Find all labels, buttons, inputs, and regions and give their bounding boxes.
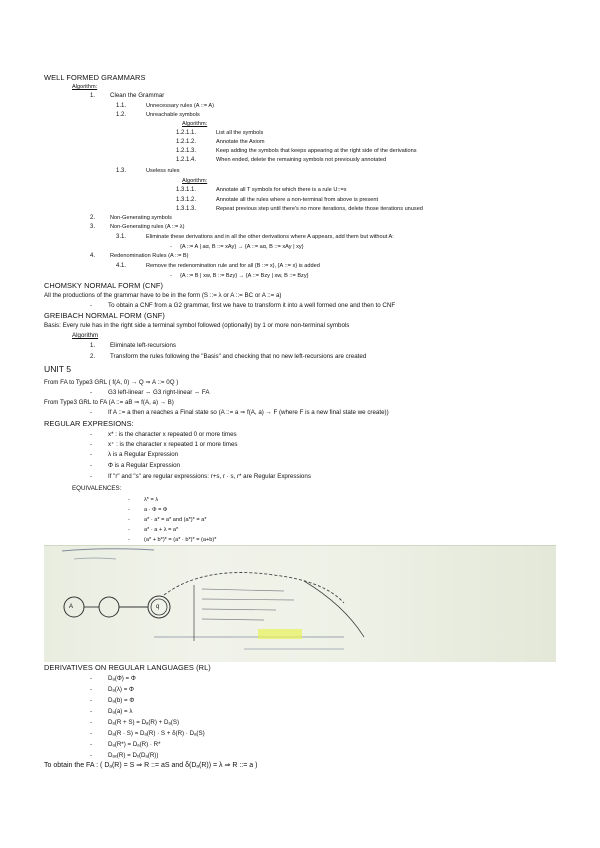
list-number: 4.1.	[116, 263, 127, 269]
list-number: 1.2.	[116, 112, 127, 118]
bullet: -	[128, 517, 130, 523]
list-number: 3.1.	[116, 234, 127, 240]
derivative-rule: Dₐ(R · S) = Dₐ(R) · S + δ(R) · Dₐ(S)	[108, 730, 205, 737]
bullet: -	[90, 719, 93, 726]
bullet: -	[90, 741, 93, 748]
bullet-text: x⁺ : is the character x repeated 1 or more times	[108, 441, 238, 448]
equivalence: a* · a* = a* and (a*)* = a*	[144, 517, 207, 523]
list-number: 1.3.1.3.	[176, 206, 197, 212]
derivative-rule: Dₐ(λ) = Φ	[108, 686, 134, 693]
list-item: Transform the rules following the "Basis" and checking that no new left-recursions are created	[110, 353, 367, 360]
bullet: -	[90, 708, 93, 715]
section-title-cnf: CHOMSKY NORMAL FORM (CNF)	[44, 281, 164, 290]
bullet: -	[90, 686, 93, 693]
list-item: Unreachable symbols	[146, 112, 200, 118]
section-title-gnf: GREIBACH NORMAL FORM (GNF)	[44, 311, 165, 320]
list-item: Non-Generating rules (A ::= λ)	[110, 224, 185, 230]
equivalence: a · Φ = Φ	[144, 507, 168, 513]
list-number: 1.1.	[116, 103, 127, 109]
bullet: -	[90, 431, 93, 438]
list-number: 1.2.1.4.	[176, 157, 197, 163]
list-item: Repeat previous step until there's no more iterations, delete those iterations unused	[216, 206, 423, 212]
state-label-a: A	[69, 604, 74, 610]
bullet: -	[90, 462, 93, 469]
paragraph: Basis: Every rule has in the right side a terminal symbol followed (optionally) by 1 or more non-terminal symbols	[44, 322, 350, 329]
handwritten-automaton-photo	[44, 545, 556, 662]
paragraph: From FA to Type3 GRL ( f(A, 0) → Q ⇒ A ::= 0Q )	[44, 379, 179, 386]
example: {A ::= A | aα, B ::= xAy} → {A ::= aα, B ::= xAy | xy}	[180, 244, 304, 250]
algorithm-label: Algorithm:	[182, 178, 208, 184]
example-bullet: -	[170, 244, 172, 250]
equivalences-title: EQUIVALENCES:	[72, 485, 122, 492]
list-item: List all the symbols	[216, 130, 264, 136]
bullet: -	[128, 497, 130, 503]
list-item: Annotate all the rules where a non-terminal from above is present	[216, 197, 378, 203]
bullet-text: If A ::= a then a reaches a Final state so (A ::= a ⇒ f(A, a) → F (where F is a new final state we create))	[108, 409, 389, 416]
paragraph: All the productions of the grammar have to be in the form (S ::= λ or A ::= BC or A ::= a)	[44, 292, 282, 299]
equivalence: a* · a + λ = a*	[144, 527, 179, 533]
bullet: -	[90, 389, 93, 396]
bullet: -	[90, 752, 93, 759]
bullet: -	[90, 302, 93, 309]
list-number: 1.2.1.1.	[176, 130, 197, 136]
section-title-regex: REGULAR EXPRESIONS:	[44, 419, 134, 428]
list-item: Annotate the Axiom	[216, 139, 265, 145]
state-label-q: q	[156, 604, 160, 610]
bullet-text: Φ is a Regular Expression	[108, 462, 180, 469]
list-number: 2.	[90, 354, 96, 360]
section-title-deriv: DERIVATIVES ON REGULAR LANGUAGES (RL)	[44, 663, 211, 672]
algorithm-label: Algorithm	[72, 332, 99, 339]
list-item: Remove the redenomination rule and for all {B ::= x}, {A ::= x} is added	[146, 263, 320, 269]
bullet-text: x* : is the character x repeated 0 or more times	[108, 431, 237, 438]
list-number: 4.	[90, 253, 96, 259]
paragraph: From Type3 GRL to FA (A ::= aB ⇒ f(A, a) → B)	[44, 399, 174, 406]
list-item: When ended, delete the remaining symbols not previously annotated	[216, 157, 387, 163]
list-item: Unnecessary rules (A ::= A)	[146, 103, 214, 109]
list-item: Eliminate these derivations and in all the other derivations where A appears, add them but without A:	[146, 234, 394, 240]
list-number: 2.	[90, 215, 96, 221]
bullet: -	[128, 537, 130, 543]
equivalence: λ* = λ	[144, 497, 159, 503]
bullet: -	[90, 697, 93, 704]
derivative-rule: Dₐ(a) = λ	[108, 708, 133, 715]
list-number: 1.3.	[116, 168, 127, 174]
bullet-text: λ is a Regular Expression	[108, 451, 179, 458]
list-item: Annotate all T symbols for which there is a rule U::=x	[216, 187, 347, 193]
bullet-text: To obtain a CNF from a G2 grammar, first we have to transform it into a well formed one and then to CNF	[108, 302, 396, 309]
list-number: 1.2.1.2.	[176, 139, 197, 145]
algorithm-label: Algorithm:	[72, 84, 98, 90]
bullet: -	[90, 409, 93, 416]
list-item: Non-Generating symbols	[110, 215, 172, 221]
list-number: 1.2.1.3.	[176, 148, 197, 154]
derivative-rule: Dₐ(R + S) = Dₐ(R) + Dₐ(S)	[108, 719, 180, 726]
list-number: 1.3.1.2.	[176, 197, 197, 203]
list-number: 1.3.1.1.	[176, 187, 197, 193]
derivative-rule: Dₐ(b) = Φ	[108, 697, 135, 704]
derivative-rule: Dₐₓ(R) = Dₓ(Dₐ(R))	[108, 752, 159, 759]
list-number: 1.	[90, 343, 96, 349]
section-title-unit5: UNIT 5	[44, 364, 72, 374]
derivative-rule: Dₐ(R*) = Dₐ(R) · R*	[108, 741, 161, 748]
example-bullet: -	[170, 273, 172, 279]
automaton-sketch	[44, 545, 556, 662]
bullet: -	[90, 675, 93, 682]
list-number: 3.	[90, 224, 96, 230]
bullet: -	[128, 527, 130, 533]
list-number: 1.	[90, 93, 96, 99]
list-item: Clean the Grammar	[110, 92, 165, 99]
bullet-text: If "r" and "s" are regular expressions: r+s, r · s, r* are Regular Expressions	[108, 473, 311, 480]
equivalence: (a* + b*)* = (a* · b*)* = (a+b)*	[144, 537, 217, 543]
section-title-wfg: WELL FORMED GRAMMARS	[44, 73, 146, 82]
fa-construction: To obtain the FA : ( Dₐ(R) = S ⇒ R ::= aS and δ(Dₐ(R)) = λ ⇒ R ::= a )	[44, 762, 258, 769]
bullet: -	[90, 473, 93, 480]
bullet: -	[90, 451, 93, 458]
bullet: -	[90, 730, 93, 737]
derivative-rule: Dₐ(Φ) = Φ	[108, 675, 136, 682]
algorithm-label: Algorithm:	[182, 121, 208, 127]
list-item: Redenomination Rules (A ::= B)	[110, 253, 189, 259]
bullet: -	[128, 507, 130, 513]
list-item: Keep adding the symbols that keeps appearing at the right side of the derivations	[216, 148, 417, 154]
bullet: -	[90, 441, 93, 448]
example: {A ::= B | xw, B ::= Bzy} → {A ::= Bzy | xw, B ::= Bzy}	[180, 273, 309, 279]
list-item: Useless rules	[146, 168, 180, 174]
list-item: Eliminate left-recursions	[110, 342, 177, 349]
bullet-text: G3 left-linear ⇔ G3 right-linear ⇔ FA	[108, 389, 210, 396]
